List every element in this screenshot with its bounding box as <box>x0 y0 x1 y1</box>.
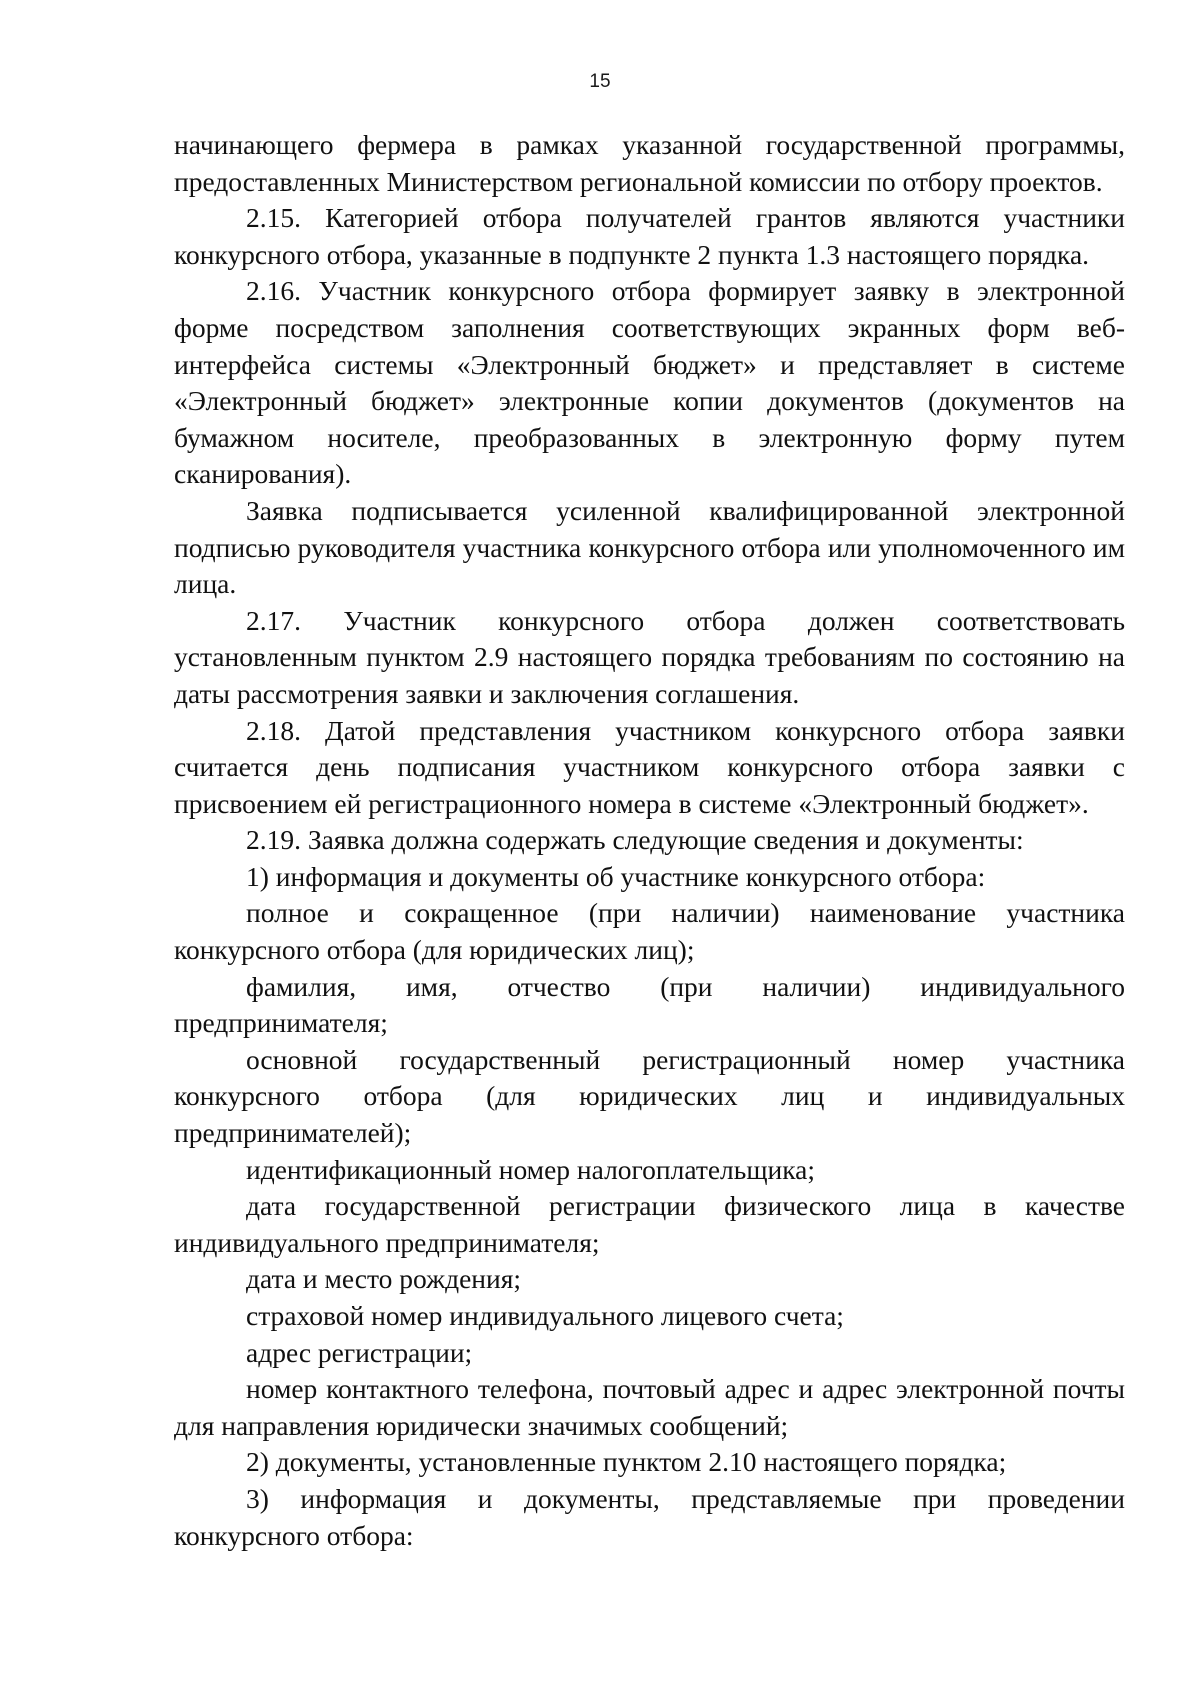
list-subitem-birth: дата и место рождения; <box>246 1263 522 1295</box>
paragraph-2-19: 2.19. Заявка должна содержать следующие сведения и документы: <box>246 824 1024 856</box>
paragraph-signature: Заявка подписывается усиленной квалифицированной электронной подписью руководителя участника конкурсного отбора или уполномоченного им лица. <box>174 494 1125 600</box>
list-item-1: 1) информация и документы об участнике конкурсного отбора: <box>246 860 986 892</box>
list-subitem-name: полное и сокращенное (при наличии) наименование участника конкурсного отбора (для юридических лиц); <box>174 897 1125 966</box>
paragraph-2-17: 2.17. Участник конкурсного отбора должен соответствовать установленным пунктом 2.9 настоящего порядка требованиям по состоянию на даты рассмотрения заявки и заключения соглашения. <box>174 604 1125 709</box>
paragraph-2-16: 2.16. Участник конкурсного отбора формирует заявку в электронной форме посредством заполнения соответствующих экранных форм веб-интерфейса системы «Электронный бюджет» и представляет в системе «Электронный бюджет» электронные копии документов (документов на бумажном носителе, преобразованных в электронную форму путем сканирования). <box>174 275 1125 490</box>
list-subitem-ogrn: основной государственный регистрационный номер участника конкурсного отбора (для юридических лиц и индивидуальных предпринимателей); <box>174 1043 1125 1149</box>
paragraph-continuation: начинающего фермера в рамках указанной государственной программы, предоставленных Министерством региональной комиссии по отбору проектов. <box>174 129 1125 197</box>
page-number: 15 <box>589 71 611 92</box>
list-item-2: 2) документы, установленные пунктом 2.10 настоящего порядка; <box>246 1446 1007 1478</box>
list-subitem-contacts: номер контактного телефона, почтовый адрес и адрес электронной почты для направления юридически значимых сообщений; <box>174 1373 1125 1441</box>
paragraph-2-18: 2.18. Датой представления участником конкурсного отбора заявки считается день подписания участником конкурсного отбора заявки с присвоением ей регистрационного номера в системе «Электронный бюджет». <box>174 714 1125 819</box>
list-subitem-fio: фамилия, имя, отчество (при наличии) индивидуального предпринимателя; <box>174 970 1125 1039</box>
list-subitem-inn: идентификационный номер налогоплательщика; <box>246 1153 816 1185</box>
list-subitem-registration-date: дата государственной регистрации физического лица в качестве индивидуального предпринимателя; <box>174 1190 1125 1258</box>
list-subitem-snils: страховой номер индивидуального лицевого счета; <box>246 1300 844 1331</box>
paragraph-2-15: 2.15. Категорией отбора получателей грантов являются участники конкурсного отбора, указанные в подпункте 2 пункта 1.3 настоящего порядка. <box>174 202 1125 270</box>
list-item-3: 3) информация и документы, представляемые при проведении конкурсного отбора: <box>174 1482 1125 1551</box>
list-subitem-address: адрес регистрации; <box>246 1336 473 1368</box>
document-body <box>174 127 1125 1554</box>
